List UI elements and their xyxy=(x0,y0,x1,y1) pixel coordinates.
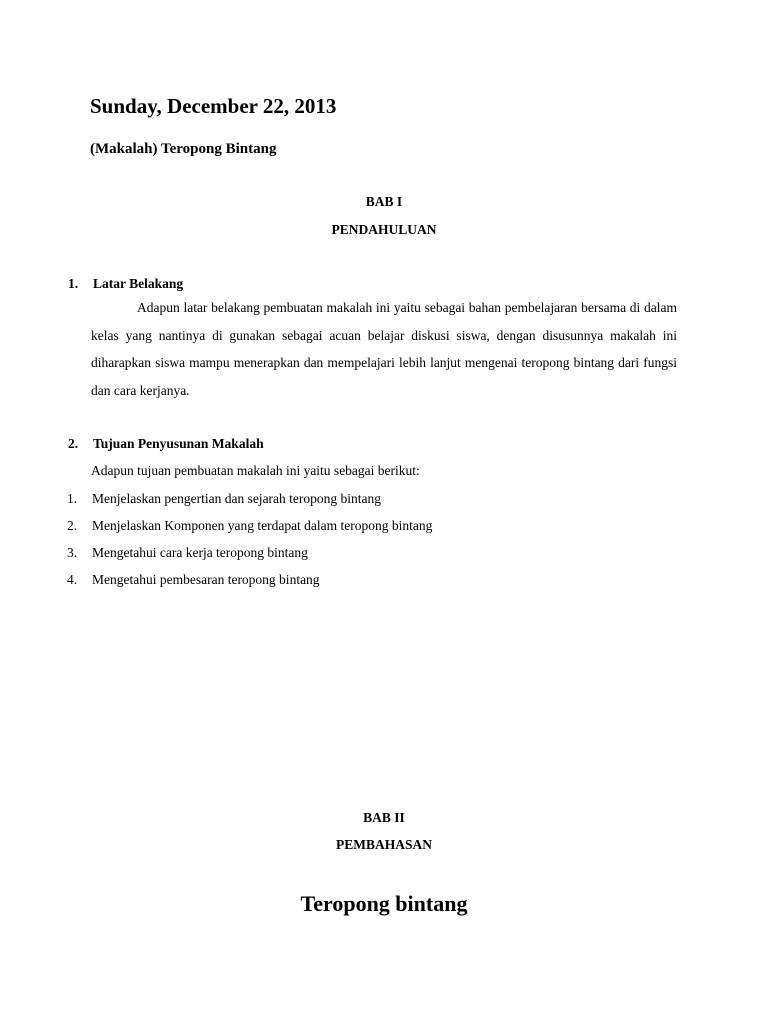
list-item xyxy=(67,485,432,512)
chapter-1-label: BAB I xyxy=(365,194,403,209)
section-1-number: 1. xyxy=(68,276,79,291)
post-date: Sunday, December 22, 2013 xyxy=(90,94,337,118)
list-item-text: Mengetahui cara kerja teropong bintang xyxy=(92,545,308,560)
list-item xyxy=(67,539,432,566)
list-item-text: Menjelaskan Komponen yang terdapat dalam teropong bintang xyxy=(92,518,433,533)
section-2-heading xyxy=(68,434,264,454)
section-2-intro: Adapun tujuan pembuatan makalah ini yaitu sebagai berikut: xyxy=(91,463,420,478)
chapter-2-heading: PEMBAHASAN xyxy=(335,837,432,852)
section-2-number: 2. xyxy=(68,436,79,451)
section-1-paragraph: Adapun latar belakang pembuatan makalah ini yaitu sebagai bahan pembelajaran bersama di dalam kelas yang nantinya di gunakan sebagai acuan belajar diskusi siswa, dengan disusunnya makalah ini diharapkan siswa mampu menerapkan dan mempelajari lebih lanjut mengenai teropong bintang dari fungsi dan cara kerjanya. xyxy=(91,300,677,398)
list-item-number: 2. xyxy=(67,518,78,533)
post-title: (Makalah) Teropong Bintang xyxy=(90,141,277,157)
chapter-2-label: BAB II xyxy=(363,810,405,825)
list-item xyxy=(67,566,432,593)
section-1-heading xyxy=(68,274,183,294)
list-item-number: 4. xyxy=(67,572,78,587)
list-item-number: 3. xyxy=(67,545,78,560)
section-1-title: Latar Belakang xyxy=(93,276,184,291)
list-item-number: 1. xyxy=(67,491,78,506)
list-item-text: Mengetahui pembesaran teropong bintang xyxy=(92,572,320,587)
list-item xyxy=(67,512,432,539)
list-item-text: Menjelaskan pengertian dan sejarah teropong bintang xyxy=(92,491,382,506)
chapter-2-title: Teropong bintang xyxy=(300,891,468,916)
objectives-list xyxy=(67,485,432,593)
section-2-title: Tujuan Penyusunan Makalah xyxy=(93,436,264,451)
chapter-1-heading: PENDAHULUAN xyxy=(331,222,437,237)
